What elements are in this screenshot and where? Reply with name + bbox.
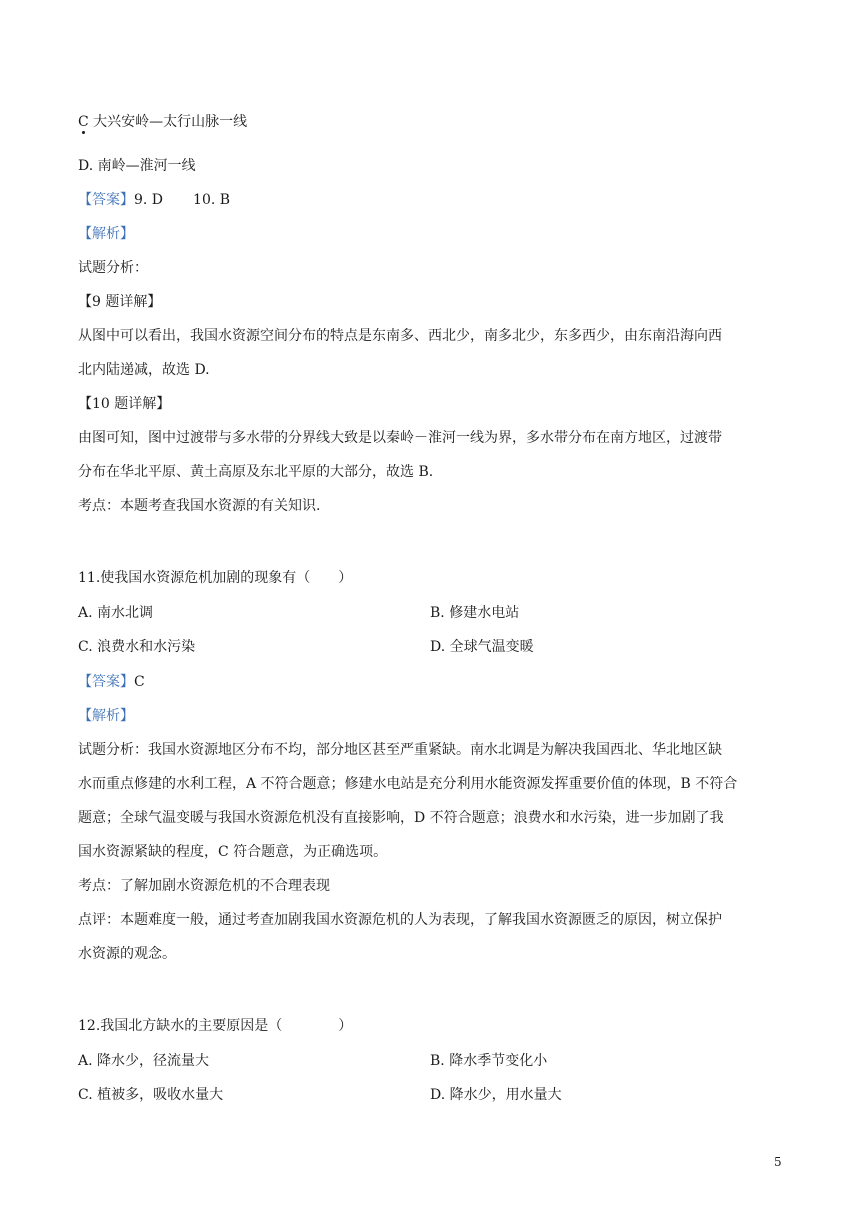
answer-9: 9. D [134,192,164,208]
q10-detail-line2: 分布在华北平原、黄土高原及东北平原的大部分，故选 B. [78,464,434,480]
q11-option-a: A. 南水北调 [78,605,154,621]
q11-analysis-line2: 水而重点修建的水利工程，A 不符合题意；修建水电站是充分利用水能资源发挥重要价值的体现，B 不符合 [78,776,738,792]
q11-analysis-tag: 【解析】 [78,708,134,724]
q11-stem: 11.使我国水资源危机加剧的现象有（ ） [78,570,353,586]
q9-detail-line1: 从图中可以看出，我国水资源空间分布的特点是东南多、西北少，南多北少，东多西少，由东南沿海向西 [78,328,722,344]
q11-option-c: C. 浪费水和水污染 [78,639,196,655]
q10-option-c: C 大兴安岭—太行山脉一线 [78,114,248,130]
q10-option-d: D. 南岭—淮河一线 [78,158,196,174]
q9-detail-line2: 北内陆递减，故选 D. [78,362,210,378]
q11-analysis-line1: 试题分析：我国水资源地区分布不均，部分地区甚至严重紧缺。南水北调是为解决我国西北、华北地区缺 [78,742,722,758]
q11-comment-line2: 水资源的观念。 [78,946,176,962]
q11-option-d: D. 全球气温变暖 [430,639,534,655]
q11-comment-line1: 点评：本题难度一般，通过考查加剧我国水资源危机的人为表现，了解我国水资源匮乏的原因，树立保护 [78,912,722,928]
answer-tag: 【答案】 [78,192,134,208]
analysis-intro: 试题分析： [78,260,148,276]
q11-analysis-line3: 题意；全球气温变暖与我国水资源危机没有直接影响，D 不符合题意；浪费水和水污染，进一步加剧了我 [78,810,724,826]
q12-option-b: B. 降水季节变化小 [430,1053,548,1069]
q9-heading: 【9 题详解】 [78,294,162,310]
answer-9-10 [78,190,230,210]
q11-option-b: B. 修建水电站 [430,605,520,621]
answer-10: 10. B [193,192,231,208]
q11-key-point: 考点：了解加剧水资源危机的不合理表现 [78,878,330,894]
key-point-9-10: 考点：本题考查我国水资源的有关知识. [78,498,321,514]
dot-mark [82,131,85,134]
q11-answer-value: C [134,674,145,690]
q10-detail-line1: 由图可知，图中过渡带与多水带的分界线大致是以秦岭－淮河一线为界，多水带分布在南方地区，过渡带 [78,430,722,446]
q12-option-d: D. 降水少，用水量大 [430,1087,562,1103]
q12-option-a: A. 降水少，径流量大 [78,1053,210,1069]
q12-option-c: C. 植被多，吸收水量大 [78,1087,224,1103]
answer-tag: 【答案】 [78,674,134,690]
q10-heading: 【10 题详解】 [78,396,171,412]
page-number: 5 [774,1155,782,1169]
q11-analysis-line4: 国水资源紧缺的程度，C 符合题意，为正确选项。 [78,844,388,860]
q12-stem: 12.我国北方缺水的主要原因是（ ） [78,1018,353,1034]
analysis-tag: 【解析】 [78,226,134,242]
q11-answer [78,672,145,692]
